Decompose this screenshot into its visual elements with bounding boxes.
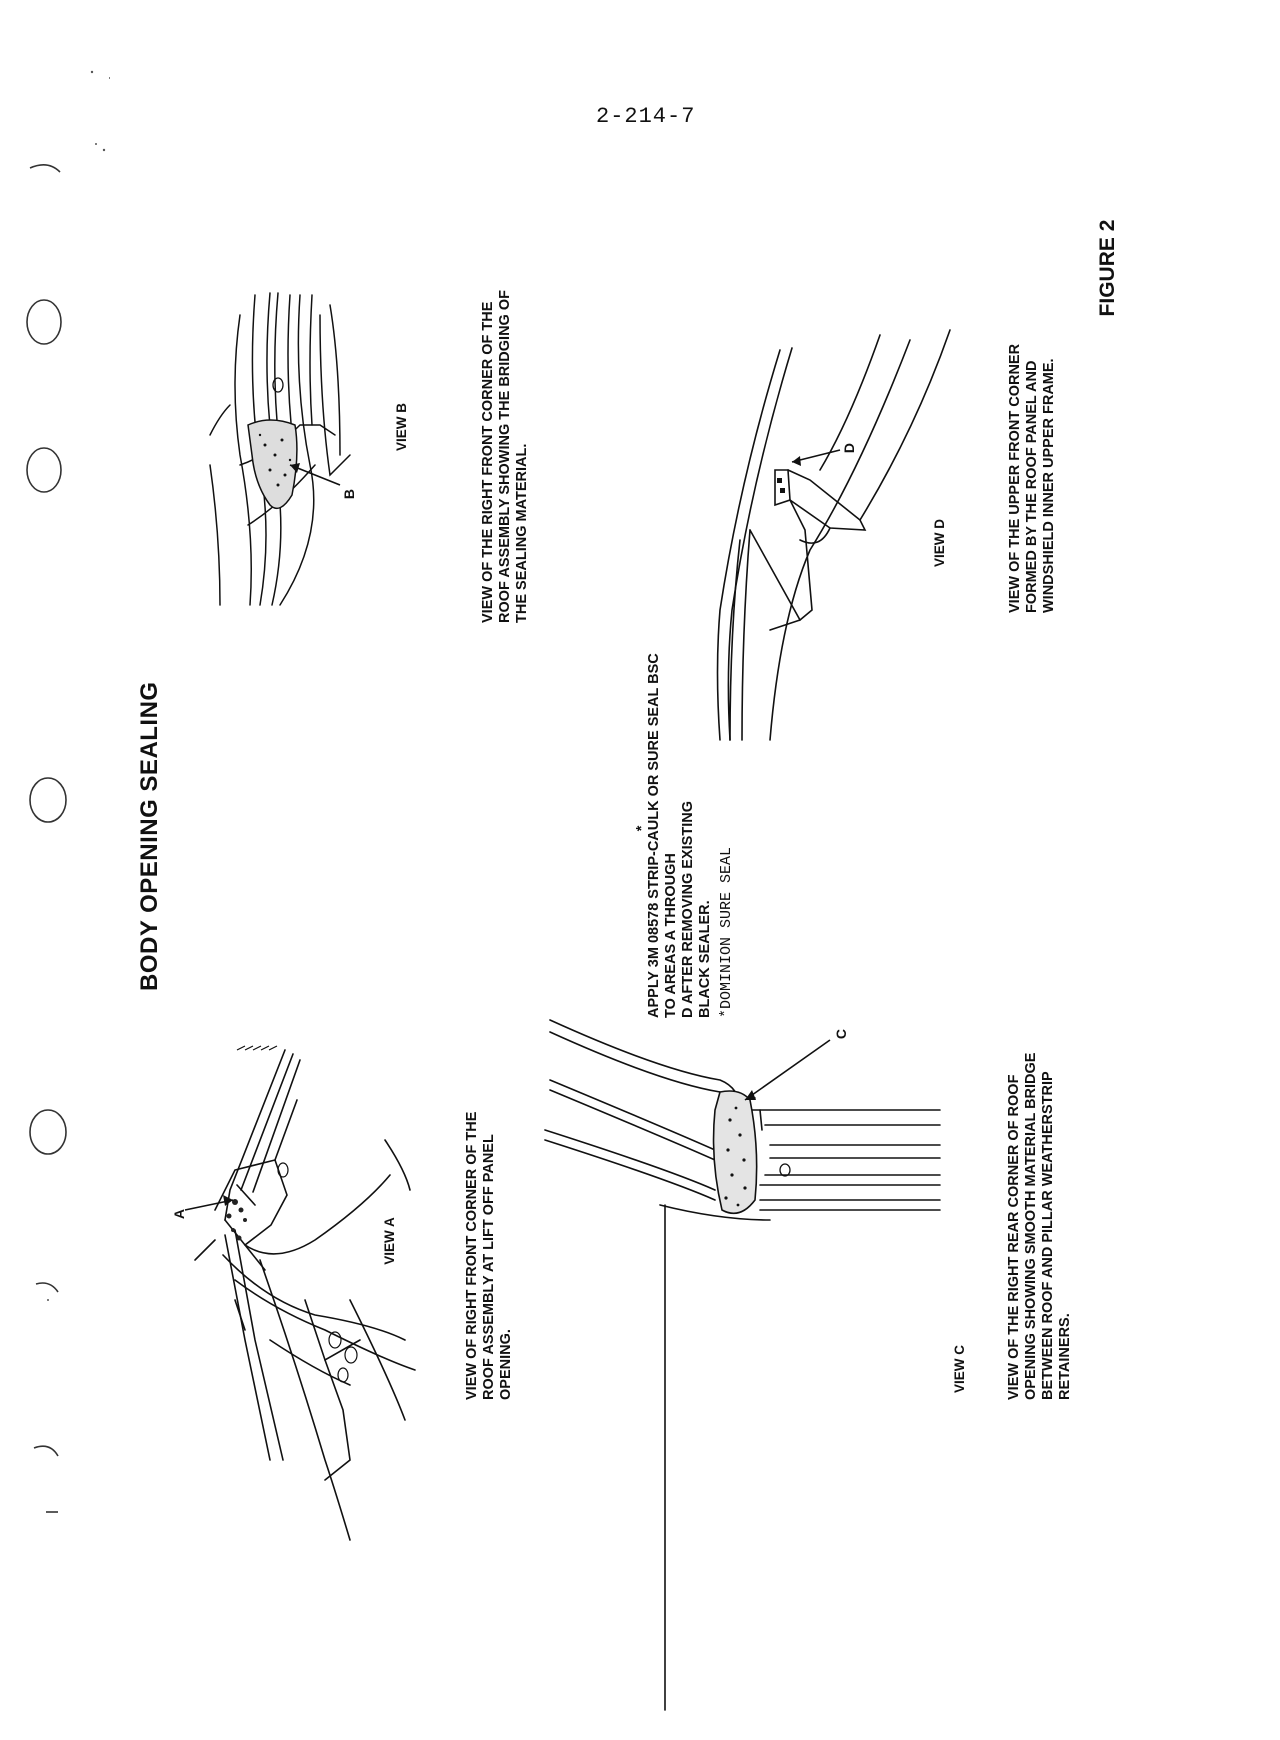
view-a-drawing bbox=[175, 1040, 435, 1740]
instruction-line-1: APPLY 3M 08578 STRIP-CAULK OR SURE SEAL BSC* bbox=[634, 653, 662, 1018]
view-b-callout: B bbox=[341, 488, 358, 500]
footnote: *DOMINION SURE SEAL bbox=[718, 846, 735, 1018]
instruction-line-4: BLACK SEALER. bbox=[697, 900, 713, 1018]
view-d-drawing bbox=[680, 330, 960, 750]
instruction-line-2: TO AREAS A THROUGH bbox=[663, 853, 679, 1018]
binder-holes bbox=[0, 0, 110, 1600]
view-a-callout: A bbox=[171, 1208, 188, 1220]
page-number: 2-214-7 bbox=[596, 104, 696, 129]
view-b-drawing bbox=[200, 285, 400, 615]
view-c-label: VIEW C bbox=[952, 1345, 967, 1394]
asterisk-mark: * bbox=[634, 825, 650, 832]
view-c-callout: C bbox=[833, 1028, 850, 1040]
view-d-label: VIEW D bbox=[932, 519, 947, 568]
view-c-drawing bbox=[540, 1010, 960, 1430]
instruction-line-3: D AFTER REMOVING EXISTING bbox=[680, 801, 696, 1018]
view-b-caption: VIEW OF THE RIGHT FRONT CORNER OF THE ROOF ASSEMBLY SHOWING THE BRIDGING OF THE SEALING MATERIAL. bbox=[480, 290, 530, 623]
view-a-caption: VIEW OF RIGHT FRONT CORNER OF THE ROOF ASSEMBLY AT LIFT OFF PANEL OPENING. bbox=[464, 1111, 514, 1400]
page-title: BODY OPENING SEALING bbox=[136, 681, 163, 991]
view-d-caption: VIEW OF THE UPPER FRONT CORNER FORMED BY THE ROOF PANEL AND WINDSHIELD INNER UPPER FRAME. bbox=[1007, 343, 1057, 613]
view-d-callout: D bbox=[841, 442, 858, 454]
view-b-label: VIEW B bbox=[394, 403, 409, 452]
view-a-label: VIEW A bbox=[382, 1217, 397, 1265]
figure-label: FIGURE 2 bbox=[1096, 219, 1119, 317]
view-c-caption: VIEW OF THE RIGHT REAR CORNER OF ROOF OPENING SHOWING SMOOTH MATERIAL BRIDGE BETWEEN ROOF AND PILLAR WEATHERSTRIP RETAINERS. bbox=[1006, 1052, 1073, 1400]
